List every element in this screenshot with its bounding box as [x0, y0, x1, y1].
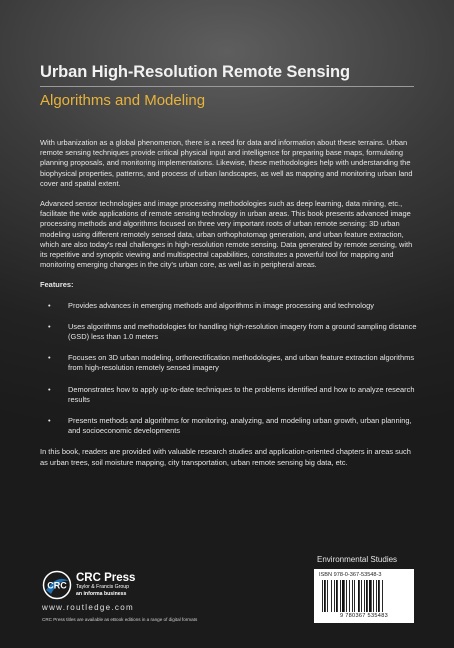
features-heading: Features: [40, 280, 74, 290]
isbn-label: ISBN 978-0-367-53548-3 [319, 572, 382, 578]
barcode-bar [354, 580, 355, 612]
barcode-digits: 9 780367 535483 [339, 613, 389, 619]
bullet-icon: • [48, 353, 51, 363]
feature-item [48, 353, 420, 373]
barcode-bar [346, 580, 347, 612]
publisher-group: Taylor & Francis Group [76, 584, 130, 590]
book-subtitle: Algorithms and Modeling [40, 92, 206, 109]
barcode-bar [331, 580, 332, 612]
feature-item [48, 384, 420, 405]
feature-item [48, 416, 420, 436]
closing-paragraph: In this book, readers are provided with valuable research studies and application-oriented chapters in areas such as urban trees, soil moisture mapping, city transportation, urban remote sensing big data, etc. [40, 447, 411, 467]
barcode-bar [349, 580, 350, 612]
barcode-bar [324, 580, 326, 612]
barcode-bar [364, 580, 365, 612]
barcode-bar [369, 580, 372, 612]
barcode-bar [342, 580, 345, 612]
book-title: Urban High-Resolution Remote Sensing [40, 63, 350, 81]
barcode-icon [321, 580, 409, 612]
barcode-bar [352, 580, 353, 612]
logo-text: CRC [47, 580, 67, 591]
crc-logo-icon [42, 570, 72, 600]
feature-item [48, 300, 420, 311]
barcode-bar [336, 580, 338, 612]
isbn-barcode-box [314, 569, 414, 623]
bullet-icon: • [48, 416, 51, 426]
bullet-icon: • [48, 321, 51, 331]
barcode-bar [361, 580, 362, 612]
feature-text: Uses algorithms and methodologies for handling high-resolution imagery from a ground sampling distance (GSD) less than 1.0 meters [68, 321, 417, 342]
barcode-bar [334, 580, 335, 612]
feature-text: Focuses on 3D urban modeling, orthorectification methodologies, and urban feature extraction algorithms from high-resolution remotely sensed imagery [68, 353, 415, 373]
subject-category: Environmental Studies [317, 555, 398, 564]
title-divider [40, 86, 414, 87]
barcode-bar [322, 580, 323, 612]
blurb-paragraph-2: Advanced sensor technologies and image processing methodologies such as deep learning, data mining, etc., facilitate the wide applications of remote sensing technology in urban areas. This book presents advanced image processing methods and algorithms focused on three very important roots of urban remote sensing: 3D urban modeling using different remotely sensed data, urban orthophotomap generation, and urban feature extraction, which are also today's real challenges in high-resolution remote sensing. Data generated by remote sensing, with its repetitive and synoptic viewing and multispectral capabilities, constitutes a powerful tool for mapping and monitoring emerging changes in the city's urban core, as well as in peripheral areas. [40, 199, 413, 270]
website-link[interactable]: www.routledge.com [42, 603, 134, 612]
publisher-block [76, 572, 135, 598]
publisher-business: an informa business [76, 591, 127, 597]
bullet-icon: • [48, 384, 51, 394]
publisher-name: CRC Press [76, 572, 136, 584]
blurb [40, 138, 420, 478]
feature-text: Provides advances in emerging methods and algorithms in image processing and technology [68, 300, 374, 310]
barcode-bar [358, 580, 360, 612]
bullet-icon: • [48, 300, 51, 310]
feature-text: Presents methods and algorithms for monitoring, analyzing, and modeling urban growth, urban planning, and socioeconomic developments [68, 416, 412, 436]
barcode-bar [366, 580, 368, 612]
feature-item [48, 321, 420, 342]
ebook-footnote: CRC Press titles are available as eBook editions in a range of digital formats [42, 617, 198, 622]
barcode-bar [382, 580, 383, 612]
features-list [40, 301, 420, 437]
barcode-bar [376, 580, 377, 612]
blurb-paragraph-1: With urbanization as a global phenomenon, there is a need for data and information about these terrains. Urban remote sensing techniques provide critical physical input and intelligence for preparing base maps, formulating planning proposals, and monitoring implementations. Likewise, these methodologies help with understanding the biophysical properties, patterns, and process of urban landscapes, as well as mapping and monitoring urban land cover and spatial extent. [40, 138, 413, 188]
feature-text: Demonstrates how to apply up-to-date techniques to the problems identified and how to analyze research results [68, 384, 415, 404]
barcode-bar [378, 580, 380, 612]
barcode-bar [373, 580, 374, 612]
barcode-bar [340, 580, 341, 612]
barcode-bar [327, 580, 328, 612]
